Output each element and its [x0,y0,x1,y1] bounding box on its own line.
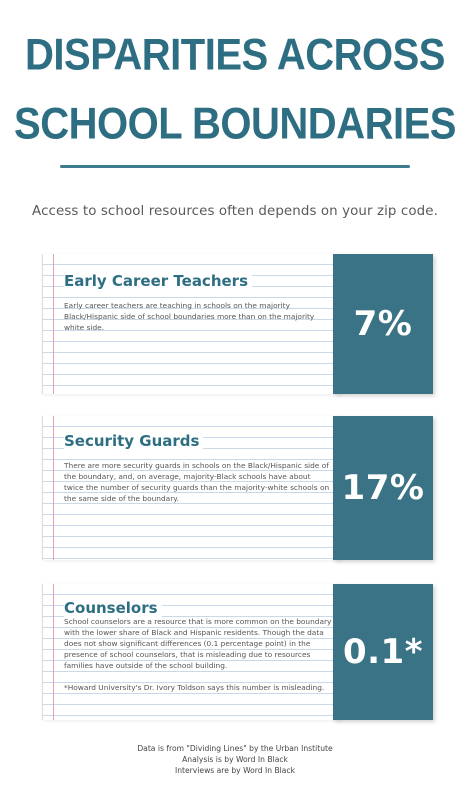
page-title [0,20,470,159]
card-footnote: *Howard University's Dr. Ivory Toldson says this number is misleading. [64,683,325,692]
card-security-guards [42,416,437,560]
card-counselors [42,584,437,720]
card-early-career-teachers [42,254,437,394]
card-body: School counselors are a resource that is more common on the boundary with the lower share of Black and Hispanic residents. Though the data does not show significant differences (0.1 percentage point) in the presence of school counselors, that is misleading due to resources families have outside of the school building. [64,617,332,670]
card-heading: Counselors [64,599,162,617]
card-body: There are more security guards in schools on the Black/Hispanic side of the boundary, and, on average, majority-Black schools have about twice the number of security guards than the majority-white schools on the same side of the boundary. [64,461,330,503]
page-subtitle: Access to school resources often depends on your zip code. [32,204,438,219]
paper-margin-line [53,254,54,394]
card-body: Early career teachers are teaching in schools on the majority Black/Hispanic side of school boundaries more than on the majority white side. [64,301,315,332]
credit-line: Analysis is by Word In Black [182,755,288,764]
credits [0,743,470,776]
stat-box [333,584,433,720]
title-line-2: SCHOOL BOUNDARIES [14,99,456,149]
card-heading: Early Career Teachers [64,272,252,290]
credit-line: Interviews are by Word In Black [174,766,296,775]
title-line-1: DISPARITIES ACROSS [25,30,445,80]
stat-box [333,254,433,394]
stat-value: 7% [353,304,413,344]
stat-box [333,416,433,560]
credit-line: Data is from "Dividing Lines" by the Urban Institute [137,744,333,753]
paper-margin-line [53,416,54,560]
card-heading: Security Guards [64,432,203,450]
card-body-wrapper [64,616,332,693]
paper-margin-line [53,584,54,720]
title-divider [60,165,410,168]
stat-value: 0.1* [342,632,423,672]
stat-value: 17% [341,468,425,508]
